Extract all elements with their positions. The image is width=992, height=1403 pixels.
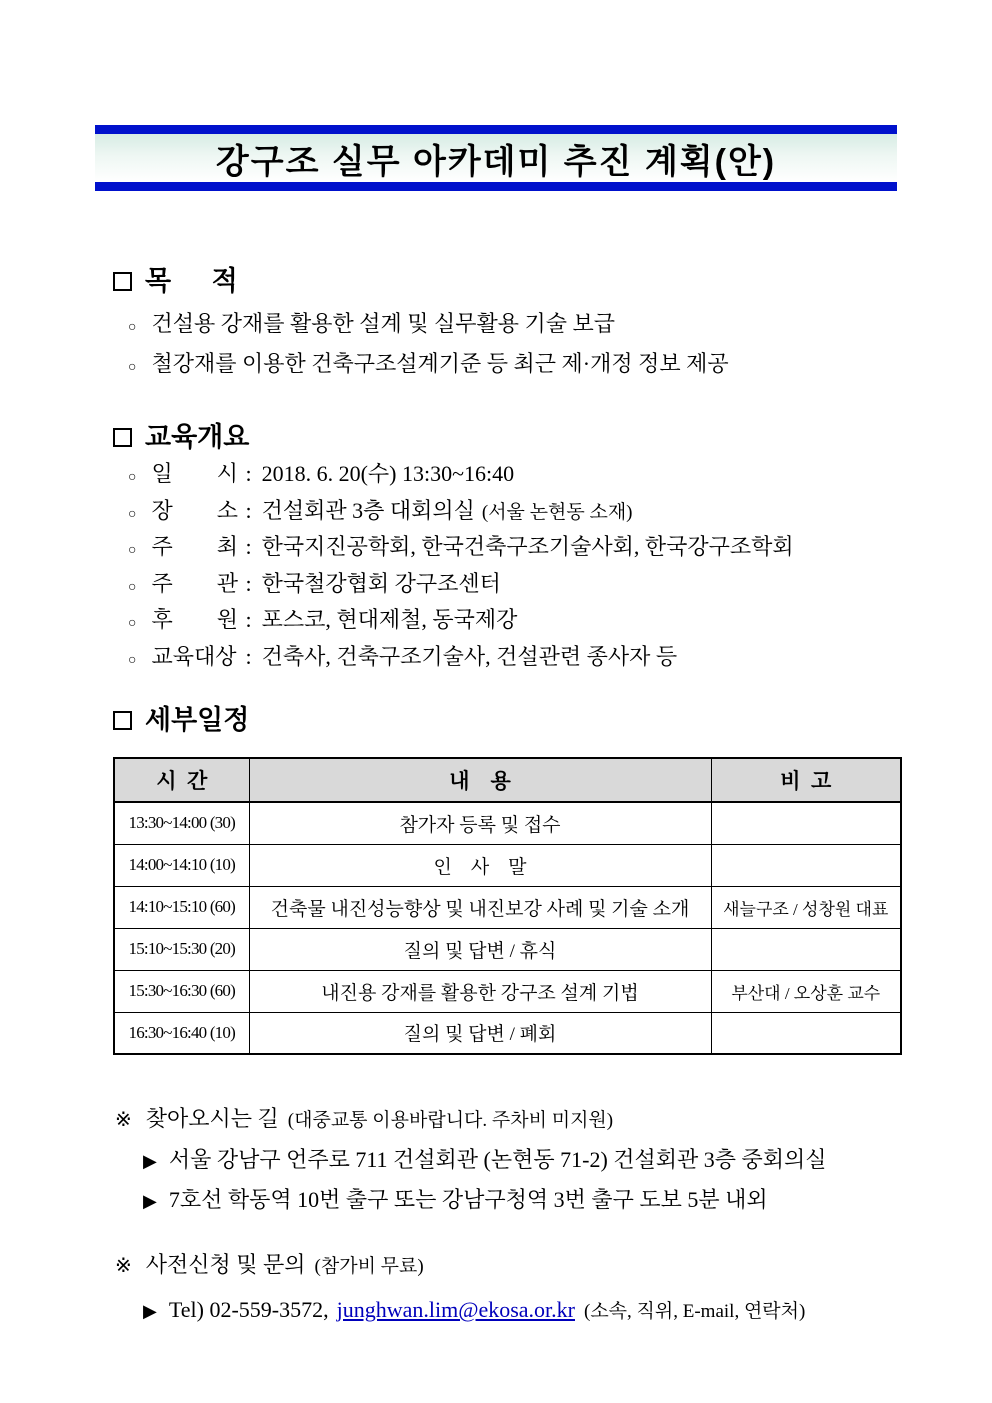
reference-mark-icon: ※ (115, 1109, 132, 1131)
time-cell: 14:10~15:10 (60) (114, 886, 249, 928)
title-banner (95, 125, 897, 191)
remark-cell (711, 802, 901, 844)
circle-bullet-icon: ○ (128, 506, 137, 522)
label-separator: : (245, 461, 252, 486)
schedule-table (113, 757, 902, 1055)
list-item (128, 639, 897, 676)
table-row (114, 844, 901, 886)
list-item (128, 602, 897, 639)
directions-line-text: 7호선 학동역 10번 출구 또는 강남구청역 3번 출구 도보 5분 내외 (168, 1187, 768, 1212)
overview-item-value: 건설회관 3층 대회의실 (261, 497, 475, 523)
label-separator: : (245, 497, 252, 523)
schedule-heading-label: 세부일정 (145, 705, 250, 735)
list-item (128, 529, 897, 566)
content-cell: 질의 및 답변 / 폐회 (249, 1012, 711, 1054)
overview-item-label: 후 원 (151, 607, 238, 632)
contact-suffix-note: (소속, 직위, E-mail, 연락처) (584, 1301, 806, 1322)
content-cell: 내진용 강재를 활용한 강구조 설계 기법 (249, 970, 711, 1012)
label-separator: : (245, 643, 252, 669)
email-link[interactable]: junghwan.lim@ekosa.or.kr (336, 1297, 575, 1322)
table-row (114, 1012, 901, 1054)
table-row (114, 886, 901, 928)
square-bullet-icon (113, 428, 132, 447)
label-separator: : (245, 534, 252, 559)
banner-body (95, 134, 897, 182)
banner-bottom-bar (95, 182, 897, 191)
overview-item-label: 주 최 (151, 534, 238, 559)
time-cell: 16:30~16:40 (10) (114, 1012, 249, 1054)
directions-heading (115, 1104, 897, 1134)
list-item (128, 304, 897, 344)
remark-cell: 새늘구조 / 성창원 대표 (711, 886, 901, 928)
circle-bullet-icon: ○ (128, 470, 137, 485)
overview-item-label: 일 시 (151, 461, 238, 486)
purpose-heading-label: 목 적 (145, 266, 238, 296)
remark-cell: 부산대 / 오상훈 교수 (711, 970, 901, 1012)
table-header-row (114, 758, 901, 802)
overview-item-label: 주 관 (151, 570, 238, 596)
circle-bullet-icon: ○ (128, 616, 137, 631)
column-header-content: 내 용 (249, 758, 711, 802)
square-bullet-icon (113, 272, 132, 291)
directions-line-text: 서울 강남구 언주로 711 건설회관 (논현동 71-2) 건설회관 3층 중회의실 (168, 1147, 827, 1172)
circle-bullet-icon: ○ (128, 360, 137, 375)
list-item (128, 344, 897, 384)
column-header-remark: 비 고 (711, 758, 901, 802)
time-cell: 13:30~14:00 (30) (114, 802, 249, 844)
directions-title: 찾아오시는 길 (145, 1106, 279, 1131)
purpose-item-text: 건설용 강재를 활용한 설계 및 실무활용 기술 보급 (151, 311, 616, 336)
remark-cell (711, 1012, 901, 1054)
phone-number: Tel) 02-559-3572, (168, 1297, 329, 1322)
contact-heading (115, 1250, 897, 1280)
circle-bullet-icon: ○ (128, 652, 137, 668)
purpose-item-text: 철강재를 이용한 건축구조설계기준 등 최근 제·개정 정보 제공 (151, 351, 729, 376)
purpose-list (95, 304, 897, 384)
contact-note: (참가비 무료) (314, 1256, 424, 1277)
table-row (114, 970, 901, 1012)
overview-heading (113, 422, 897, 452)
remark-cell (711, 928, 901, 970)
overview-item-value: 건축사, 건축구조기술사, 건설관련 종사자 등 (261, 643, 678, 669)
table-row (114, 928, 901, 970)
arrow-icon: ▶ (143, 1301, 157, 1321)
list-item (128, 493, 897, 530)
arrow-icon: ▶ (143, 1151, 157, 1171)
table-row (114, 802, 901, 844)
column-header-time: 시 간 (114, 758, 249, 802)
label-separator: : (245, 607, 252, 632)
time-cell: 15:10~15:30 (20) (114, 928, 249, 970)
content-cell: 인 사 말 (249, 844, 711, 886)
time-cell: 15:30~16:30 (60) (114, 970, 249, 1012)
remark-cell (711, 844, 901, 886)
document-title: 강구조 실무 아카데미 추진 계획(안) (215, 142, 777, 181)
schedule-heading (113, 705, 897, 735)
list-item (128, 456, 897, 493)
purpose-heading (113, 266, 897, 296)
document-page (95, 0, 897, 1332)
overview-item-value: 한국지진공학회, 한국건축구조기술사회, 한국강구조학회 (261, 534, 794, 559)
directions-line (143, 1180, 897, 1220)
label-separator: : (245, 570, 252, 596)
overview-item-note: (서울 논현동 소재) (481, 501, 633, 523)
contact-line (143, 1288, 897, 1332)
overview-item-label: 교육대상 (151, 643, 237, 669)
overview-item-value: 포스코, 현대제철, 동국제강 (261, 607, 518, 632)
overview-item-label: 장 소 (151, 497, 238, 523)
overview-list (95, 456, 897, 675)
square-bullet-icon (113, 711, 132, 730)
content-cell: 참가자 등록 및 접수 (249, 802, 711, 844)
contact-title: 사전신청 및 문의 (145, 1252, 306, 1277)
overview-item-value: 2018. 6. 20(수) 13:30~16:40 (261, 461, 515, 486)
content-cell: 질의 및 답변 / 휴식 (249, 928, 711, 970)
directions-line (143, 1140, 897, 1180)
time-cell: 14:00~14:10 (10) (114, 844, 249, 886)
directions-note: (대중교통 이용바랍니다. 주차비 미지원) (287, 1110, 614, 1131)
overview-heading-label: 교육개요 (145, 422, 250, 452)
content-cell: 건축물 내진성능향상 및 내진보강 사례 및 기술 소개 (249, 886, 711, 928)
reference-mark-icon: ※ (115, 1255, 132, 1277)
overview-item-value: 한국철강협회 강구조센터 (261, 570, 501, 596)
circle-bullet-icon: ○ (128, 320, 137, 335)
list-item (128, 566, 897, 603)
arrow-icon: ▶ (143, 1191, 157, 1211)
circle-bullet-icon: ○ (128, 543, 137, 558)
circle-bullet-icon: ○ (128, 579, 137, 595)
